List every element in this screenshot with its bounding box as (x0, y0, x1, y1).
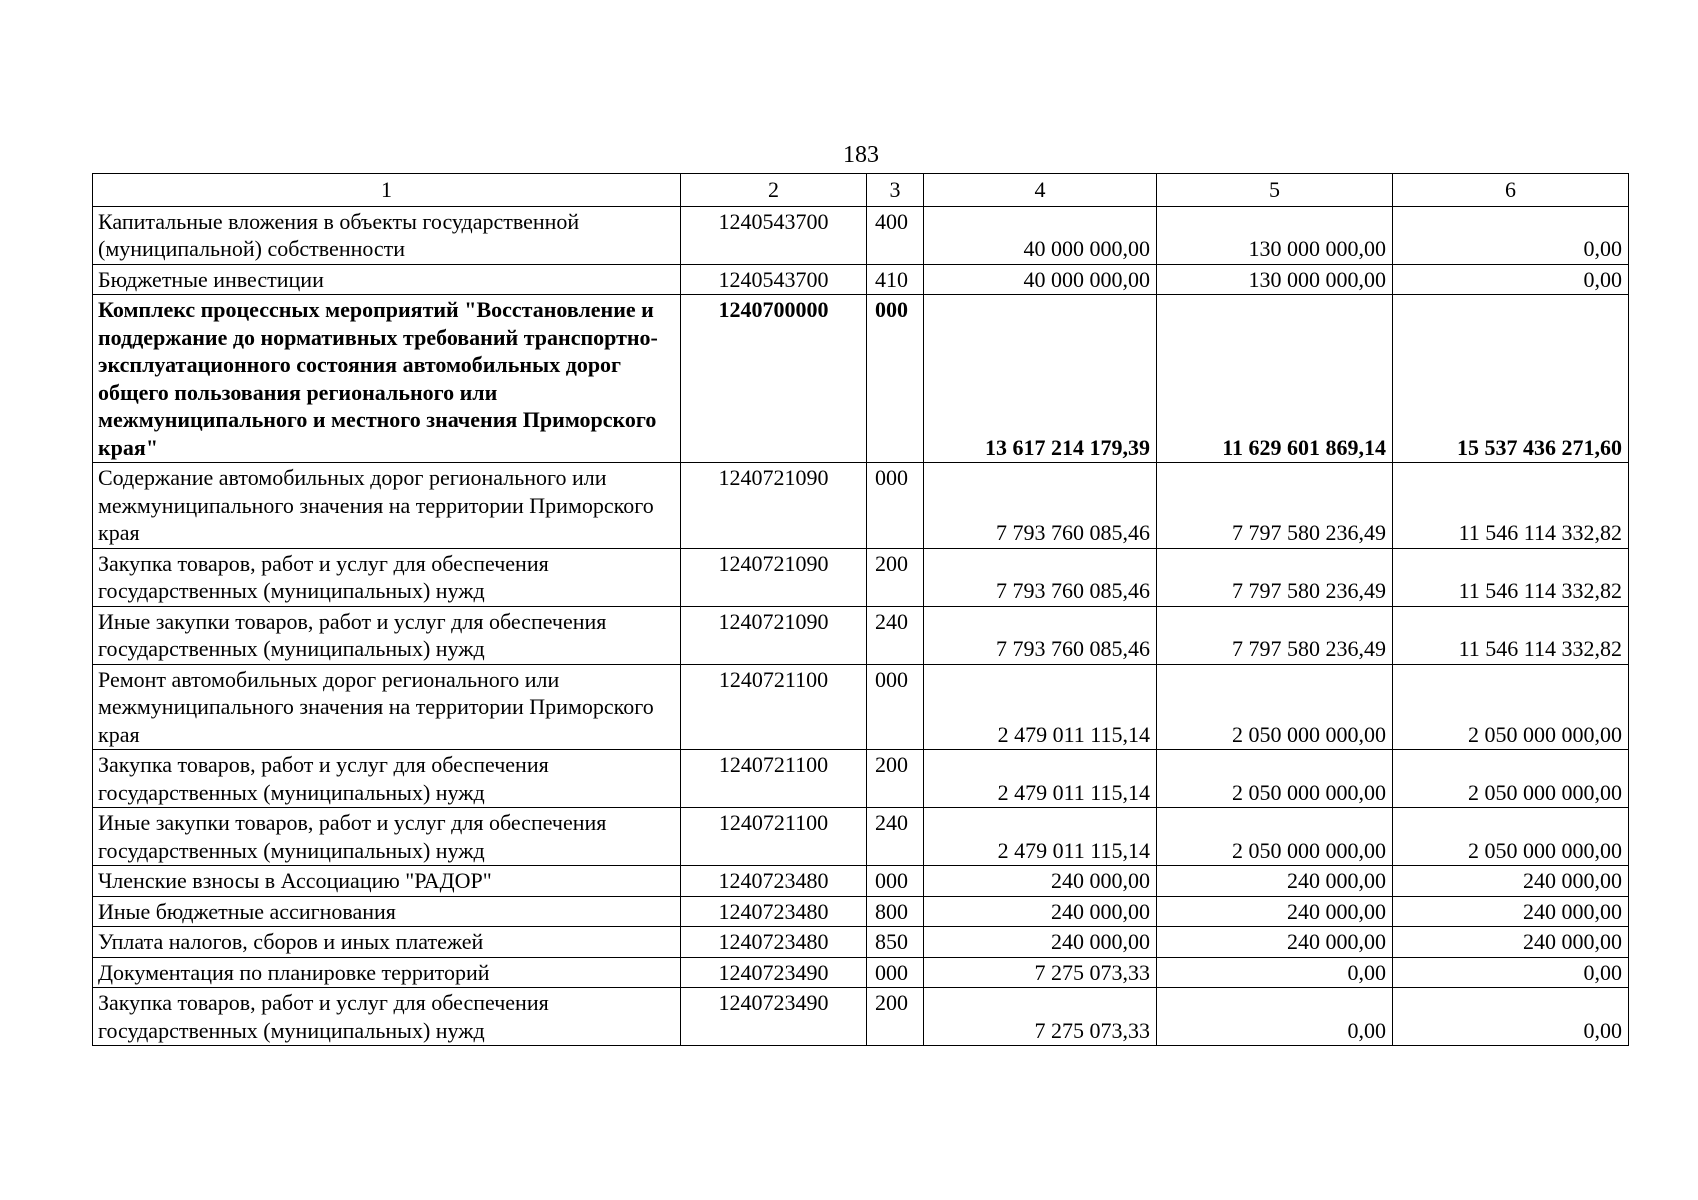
row-name: Ремонт автомобильных дорог регионального или межмуниципального значения на территории Приморского края (93, 664, 681, 750)
row-amount-year-3: 2 050 000 000,00 (1393, 750, 1629, 808)
row-name: Закупка товаров, работ и услуг для обеспечения государственных (муниципальных) нужд (93, 548, 681, 606)
row-amount-year-1: 7 793 760 085,46 (924, 548, 1157, 606)
row-name: Содержание автомобильных дорог регионального или межмуниципального значения на территории Приморского края (93, 463, 681, 549)
table-row (93, 664, 1629, 750)
row-amount-year-3: 240 000,00 (1393, 866, 1629, 897)
row-amount-year-3: 11 546 114 332,82 (1393, 606, 1629, 664)
row-amount-year-3: 2 050 000 000,00 (1393, 664, 1629, 750)
row-target-code: 1240721100 (681, 808, 867, 866)
row-expense-type-code: 000 (867, 957, 924, 988)
row-expense-type-code: 240 (867, 606, 924, 664)
row-amount-year-2: 0,00 (1157, 957, 1393, 988)
table-row (93, 927, 1629, 958)
table-row (93, 206, 1629, 264)
row-amount-year-3: 11 546 114 332,82 (1393, 548, 1629, 606)
row-amount-year-3: 0,00 (1393, 957, 1629, 988)
row-amount-year-1: 7 793 760 085,46 (924, 463, 1157, 549)
table-row (93, 750, 1629, 808)
budget-table (92, 173, 1629, 1046)
column-number-row (93, 174, 1629, 207)
row-amount-year-2: 2 050 000 000,00 (1157, 664, 1393, 750)
row-expense-type-code: 000 (867, 866, 924, 897)
row-expense-type-code: 200 (867, 750, 924, 808)
row-amount-year-3: 0,00 (1393, 264, 1629, 295)
row-target-code: 1240723480 (681, 896, 867, 927)
row-target-code: 1240721100 (681, 750, 867, 808)
table-row (93, 264, 1629, 295)
row-expense-type-code: 410 (867, 264, 924, 295)
row-target-code: 1240700000 (681, 295, 867, 463)
row-amount-year-2: 130 000 000,00 (1157, 264, 1393, 295)
row-name: Членские взносы в Ассоциацию "РАДОР" (93, 866, 681, 897)
row-amount-year-2: 7 797 580 236,49 (1157, 463, 1393, 549)
row-amount-year-1: 2 479 011 115,14 (924, 664, 1157, 750)
row-amount-year-1: 7 793 760 085,46 (924, 606, 1157, 664)
row-amount-year-3: 240 000,00 (1393, 927, 1629, 958)
row-amount-year-1: 13 617 214 179,39 (924, 295, 1157, 463)
row-amount-year-1: 40 000 000,00 (924, 264, 1157, 295)
table-body (93, 174, 1629, 1046)
row-name: Бюджетные инвестиции (93, 264, 681, 295)
row-target-code: 1240723490 (681, 957, 867, 988)
row-amount-year-2: 2 050 000 000,00 (1157, 750, 1393, 808)
column-number: 5 (1157, 174, 1393, 207)
row-amount-year-2: 7 797 580 236,49 (1157, 548, 1393, 606)
table-row (93, 957, 1629, 988)
row-target-code: 1240543700 (681, 264, 867, 295)
row-target-code: 1240723480 (681, 927, 867, 958)
column-number: 2 (681, 174, 867, 207)
row-name: Иные закупки товаров, работ и услуг для обеспечения государственных (муниципальных) нужд (93, 808, 681, 866)
row-amount-year-2: 11 629 601 869,14 (1157, 295, 1393, 463)
table-row (93, 896, 1629, 927)
row-amount-year-3: 15 537 436 271,60 (1393, 295, 1629, 463)
row-name: Документация по планировке территорий (93, 957, 681, 988)
row-amount-year-2: 240 000,00 (1157, 896, 1393, 927)
row-amount-year-2: 0,00 (1157, 988, 1393, 1046)
row-amount-year-2: 130 000 000,00 (1157, 206, 1393, 264)
row-amount-year-1: 2 479 011 115,14 (924, 750, 1157, 808)
row-amount-year-3: 11 546 114 332,82 (1393, 463, 1629, 549)
row-target-code: 1240723490 (681, 988, 867, 1046)
row-amount-year-3: 2 050 000 000,00 (1393, 808, 1629, 866)
row-name: Иные закупки товаров, работ и услуг для обеспечения государственных (муниципальных) нужд (93, 606, 681, 664)
row-target-code: 1240721100 (681, 664, 867, 750)
row-target-code: 1240721090 (681, 606, 867, 664)
row-expense-type-code: 240 (867, 808, 924, 866)
table-row (93, 808, 1629, 866)
row-amount-year-1: 2 479 011 115,14 (924, 808, 1157, 866)
row-expense-type-code: 000 (867, 295, 924, 463)
row-name: Закупка товаров, работ и услуг для обеспечения государственных (муниципальных) нужд (93, 988, 681, 1046)
row-name: Уплата налогов, сборов и иных платежей (93, 927, 681, 958)
table-row (93, 988, 1629, 1046)
table-row (93, 295, 1629, 463)
row-amount-year-2: 240 000,00 (1157, 866, 1393, 897)
row-amount-year-3: 0,00 (1393, 206, 1629, 264)
row-name: Комплекс процессных мероприятий "Восстановление и поддержание до нормативных требований транспортно-эксплуатационного состояния автомобильных дорог общего пользования регионального или межмуниципального и местного значения Приморского края" (93, 295, 681, 463)
row-amount-year-2: 2 050 000 000,00 (1157, 808, 1393, 866)
row-expense-type-code: 400 (867, 206, 924, 264)
row-amount-year-1: 240 000,00 (924, 866, 1157, 897)
row-amount-year-2: 240 000,00 (1157, 927, 1393, 958)
row-amount-year-2: 7 797 580 236,49 (1157, 606, 1393, 664)
row-amount-year-1: 7 275 073,33 (924, 988, 1157, 1046)
row-name: Иные бюджетные ассигнования (93, 896, 681, 927)
table-row (93, 548, 1629, 606)
table-row (93, 866, 1629, 897)
row-expense-type-code: 200 (867, 548, 924, 606)
row-name: Капитальные вложения в объекты государственной (муниципальной) собственности (93, 206, 681, 264)
column-number: 4 (924, 174, 1157, 207)
row-target-code: 1240723480 (681, 866, 867, 897)
row-target-code: 1240721090 (681, 548, 867, 606)
row-amount-year-1: 240 000,00 (924, 896, 1157, 927)
row-expense-type-code: 200 (867, 988, 924, 1046)
row-amount-year-1: 240 000,00 (924, 927, 1157, 958)
page-number: 183 (843, 142, 879, 168)
row-expense-type-code: 800 (867, 896, 924, 927)
row-target-code: 1240721090 (681, 463, 867, 549)
row-expense-type-code: 850 (867, 927, 924, 958)
column-number: 6 (1393, 174, 1629, 207)
row-amount-year-3: 0,00 (1393, 988, 1629, 1046)
row-name: Закупка товаров, работ и услуг для обеспечения государственных (муниципальных) нужд (93, 750, 681, 808)
row-expense-type-code: 000 (867, 664, 924, 750)
row-target-code: 1240543700 (681, 206, 867, 264)
row-amount-year-1: 40 000 000,00 (924, 206, 1157, 264)
row-expense-type-code: 000 (867, 463, 924, 549)
table-row (93, 606, 1629, 664)
row-amount-year-1: 7 275 073,33 (924, 957, 1157, 988)
column-number: 1 (93, 174, 681, 207)
table-row (93, 463, 1629, 549)
row-amount-year-3: 240 000,00 (1393, 896, 1629, 927)
column-number: 3 (867, 174, 924, 207)
